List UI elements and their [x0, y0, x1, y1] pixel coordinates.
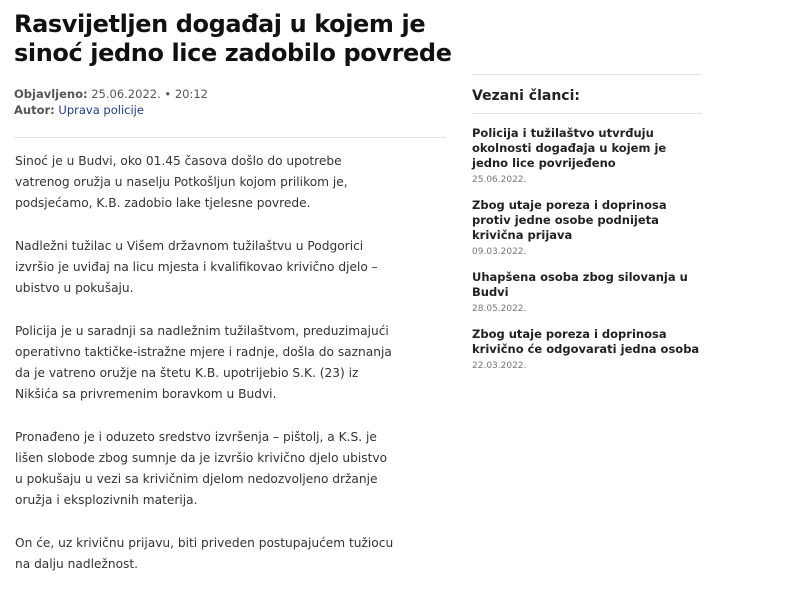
related-articles-sidebar [472, 74, 702, 384]
article-paragraph: Pronađeno je i oduzeto sredstvo izvršenja – pištolj, a K.S. je lišen slobode zbog sumnje da je izvršio krivično djelo ubistvo u pokušaju u vezi sa krivičnim djelom nedozvoljeno držanje oružja i eksplozivnih materija. [15, 430, 388, 507]
related-item [472, 198, 702, 257]
article-title: Rasvijetljen događaj u kojem je sinoć jedno lice zadobilo povrede [14, 10, 452, 67]
article-paragraph: On će, uz krivičnu prijavu, biti priveden postupajućem tužiocu na dalju nadležnost. [15, 536, 394, 571]
related-item-link[interactable]: Zbog utaje poreza i doprinosa krivično će odgovarati jedna osoba [472, 327, 700, 356]
related-heading: Vezani članci: [472, 88, 581, 104]
article-paragraph: Sinoć je u Budvi, oko 01.45 časova došlo do upotrebe vatrenog oružja u naselju Potkošljun kojom prilikom je, podsjećamo, K.B. zadobio lake tjelesne povrede. [15, 154, 348, 210]
meta-divider [14, 137, 446, 138]
author-row [14, 102, 208, 118]
article-paragraph: Nadležni tužilac u Višem državnom tužilaštvu u Podgorici izvršio je uviđaj na licu mjesta i kvalifikovao krivično djelo – ubistvo u pokušaju. [15, 239, 378, 295]
related-item [472, 270, 702, 314]
sidebar-divider [472, 74, 702, 75]
author-link[interactable]: Uprava policije [58, 103, 144, 117]
related-item-date: 22.03.2022. [472, 361, 527, 371]
related-item-link[interactable]: Zbog utaje poreza i doprinosa protiv jedne osobe podnijeta krivična prijava [472, 198, 667, 242]
published-value: 25.06.2022. • 20:12 [91, 87, 208, 101]
author-label: Autor: [14, 103, 55, 117]
related-item [472, 126, 702, 185]
article-meta [14, 86, 208, 118]
article-body [15, 151, 395, 597]
related-item-link[interactable]: Policija i tužilaštvo utvrđuju okolnosti događaja u kojem je jedno lice povrijeđeno [472, 126, 667, 170]
related-item-date: 28.05.2022. [472, 304, 527, 314]
published-label: Objavljeno: [14, 87, 88, 101]
sidebar-divider [472, 113, 702, 114]
related-list [472, 126, 702, 371]
article-paragraph: Policija je u saradnji sa nadležnim tužilaštvom, preduzimajući operativno taktičke-istražne mjere i radnje, došla do saznanja da je vatreno oružje na štetu K.B. upotrijebio S.K. (23) iz Nikšića sa privremenim boravkom u Budvi. [15, 324, 392, 401]
related-item-date: 25.06.2022. [472, 175, 527, 185]
related-item-date: 09.03.2022. [472, 247, 527, 257]
published-row [14, 86, 208, 102]
related-item [472, 327, 702, 371]
related-item-link[interactable]: Uhapšena osoba zbog silovanja u Budvi [472, 270, 688, 299]
